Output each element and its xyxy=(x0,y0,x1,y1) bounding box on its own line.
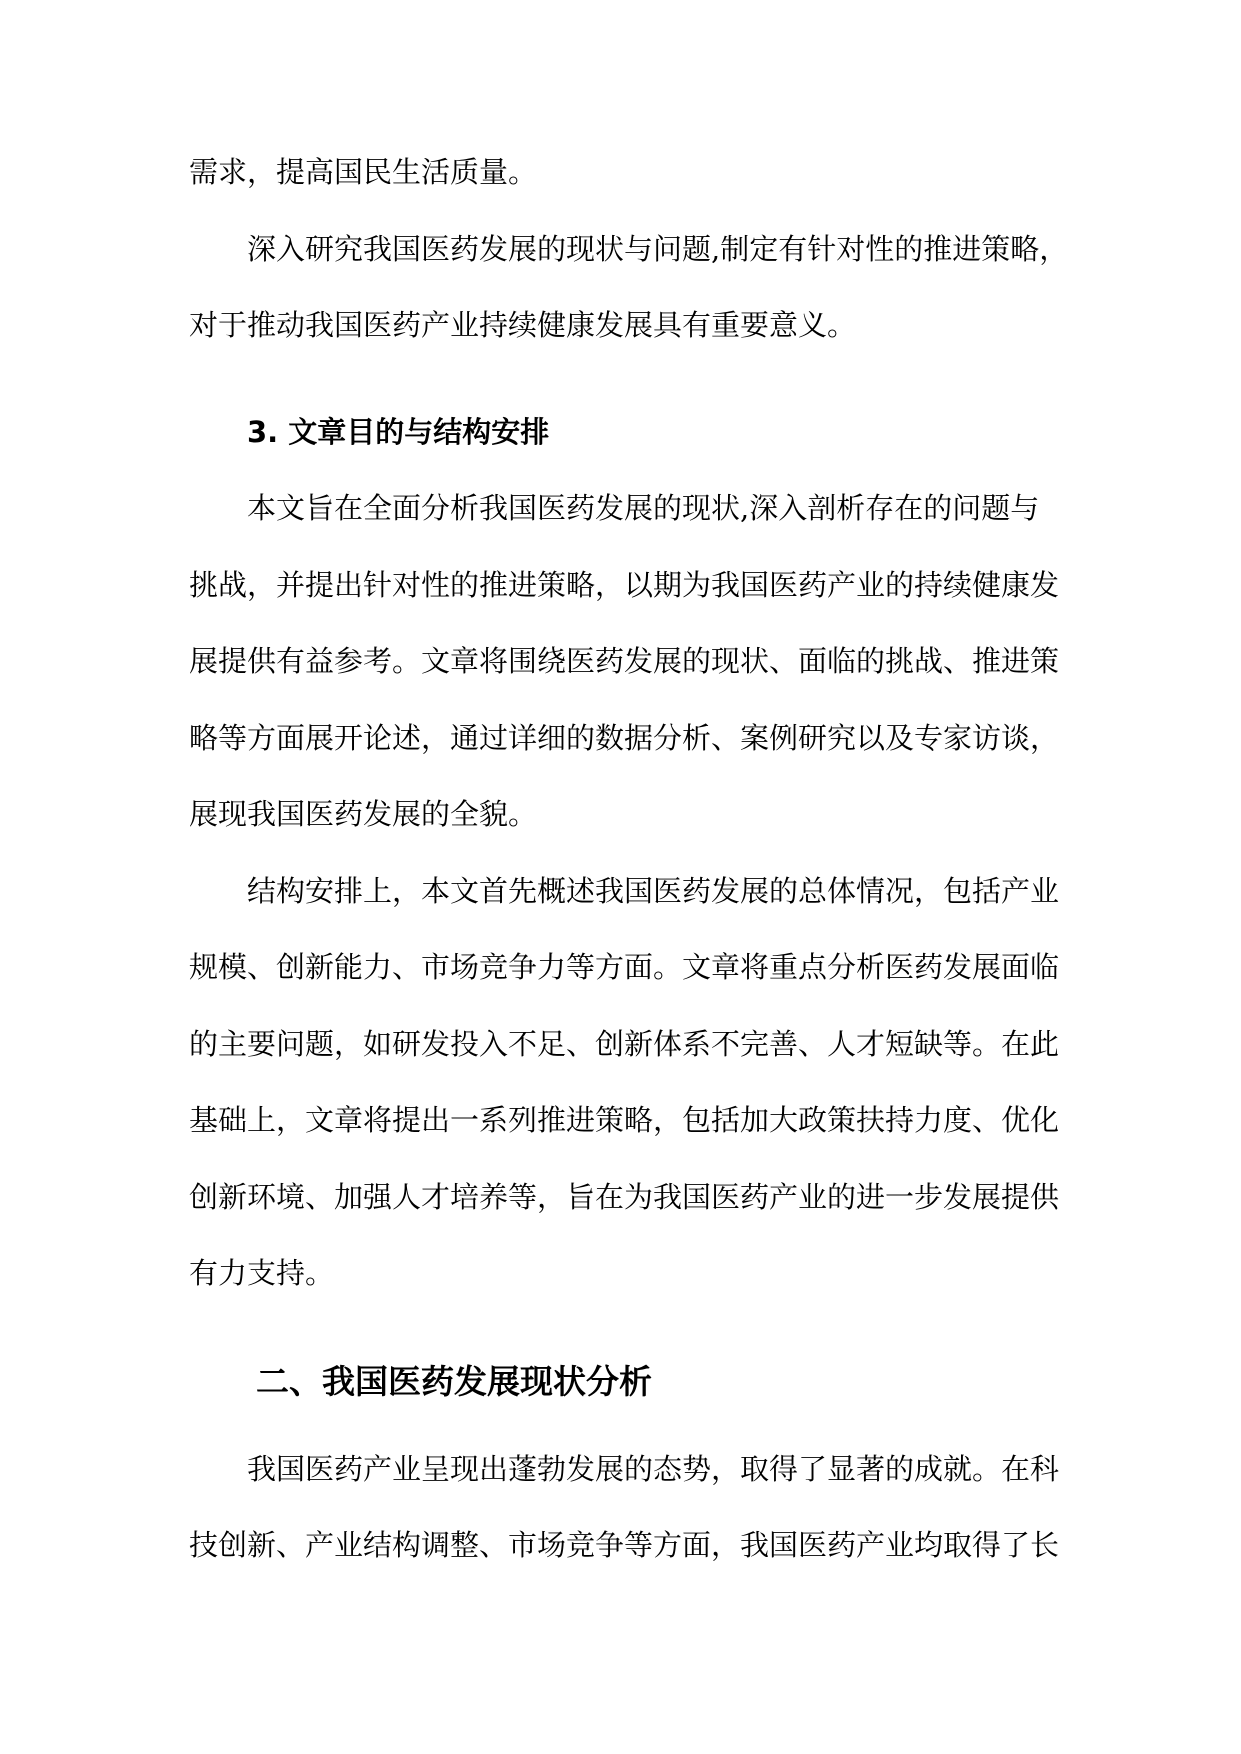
paragraph-status xyxy=(189,1431,1241,1584)
paragraph-structure xyxy=(189,853,1241,1312)
paragraph-line: 本文旨在全面分析我国医药发展的现状,深入剖析存在的问题与 xyxy=(247,491,1040,525)
paragraph-line: 对于推动我国医药产业持续健康发展具有重要意义。 xyxy=(189,308,857,342)
paragraph-line: 展现我国医药发展的全貌。 xyxy=(189,797,538,831)
paragraph-line: 技创新、产业结构调整、市场竞争等方面，我国医药产业均取得了长 xyxy=(189,1528,1060,1562)
paragraph-purpose xyxy=(189,470,1241,853)
paragraph-significance xyxy=(189,211,1241,364)
paragraph-line: 需求，提高国民生活质量。 xyxy=(189,155,538,189)
paragraph-line: 基础上，文章将提出一系列推进策略，包括加大政策扶持力度、优化 xyxy=(189,1103,1060,1137)
chapter-heading: 二、我国医药发展现状分析 xyxy=(256,1361,652,1401)
paragraph-line: 规模、创新能力、市场竞争力等方面。文章将重点分析医药发展面临 xyxy=(189,950,1060,984)
paragraph-line: 展提供有益参考。文章将围绕医药发展的现状、面临的挑战、推进策 xyxy=(189,644,1060,678)
paragraph-line: 有力支持。 xyxy=(189,1256,335,1290)
paragraph-line: 的主要问题，如研发投入不足、创新体系不完善、人才短缺等。在此 xyxy=(189,1026,1060,1061)
paragraph-line: 略等方面展开论述，通过详细的数据分析、案例研究以及专家访谈， xyxy=(189,720,1060,755)
paragraph-line: 深入研究我国医药发展的现状与问题,制定有针对性的推进策略， xyxy=(247,231,1069,266)
section-heading: 3. 文章目的与结构安排 xyxy=(247,414,550,449)
paragraph-line: 挑战，并提出针对性的推进策略，以期为我国医药产业的持续健康发 xyxy=(189,567,1060,602)
paragraph-continued xyxy=(189,134,1241,211)
paragraph-line: 结构安排上，本文首先概述我国医药发展的总体情况，包括产业 xyxy=(247,873,1060,908)
paragraph-line: 我国医药产业呈现出蓬勃发展的态势，取得了显著的成就。在科 xyxy=(247,1451,1060,1486)
paragraph-line: 创新环境、加强人才培养等，旨在为我国医药产业的进一步发展提供 xyxy=(189,1179,1060,1214)
